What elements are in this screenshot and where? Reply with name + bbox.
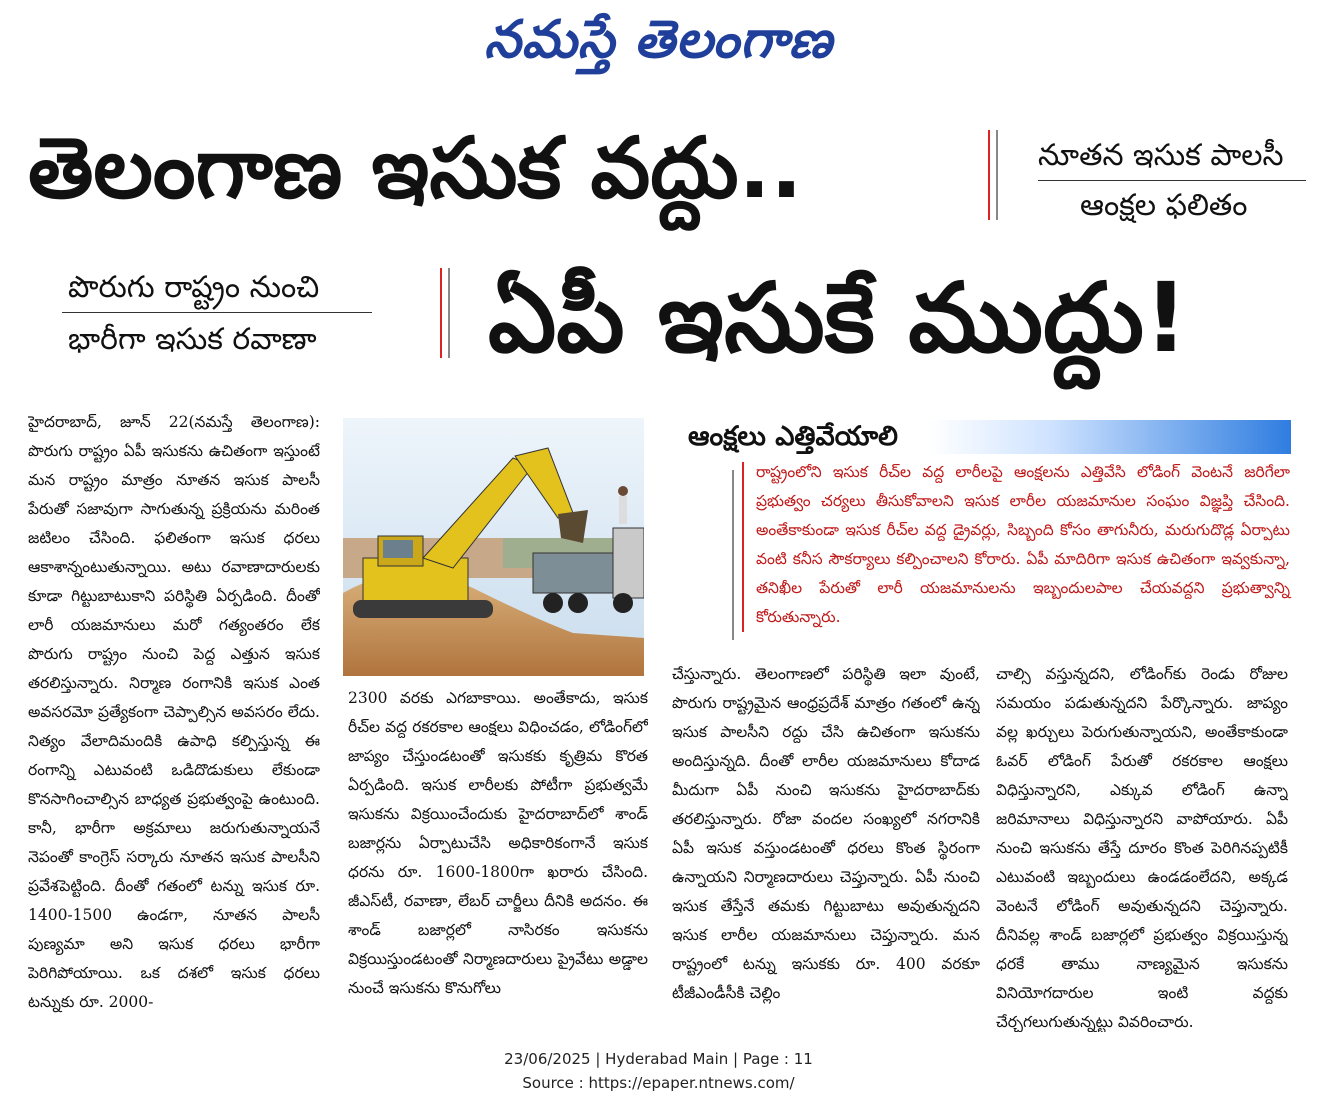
box-divider-red <box>742 462 744 632</box>
article-column-3: చేస్తున్నారు. తెలంగాణలో పరిస్థితి ఇలా వుంటే, పొరుగు రాష్ట్రమైన ఆంధ్రప్రదేశ్ మాత్రం గతంలో ఉన్న ఇసుక పాలసీని రద్దు చేసి ఉచితంగా ఇసుకను అందిస్తున్నది. దీంతో లారీల యజమానులు కోదాడ మీదుగా ఏపీ నుంచి ఇసుకను హైదరాబాద్‌కు తరలిస్తున్నారు. రోజా వందల సంఖ్యలో నగరానికి ఏపీ ఇసుక వస్తుండటంతో ధరలు కొంత స్థిరంగా ఉన్నాయని నిర్మాణదారులు చెప్తున్నారు. ఏపీ నుంచి ఇసుక తేస్తేనే తమకు గిట్టుబాటు అవుతున్నదని ఇసుక లారీల యజమానులు చెప్తున్నారు. మన రాష్ట్రంలో టన్ను ఇసుకకు రూ. 400 వరకూ టీజీఎండీసీకి చెల్లిం <box>672 665 980 1002</box>
excavator-photo <box>343 418 644 676</box>
box-subhead: ఆంక్షలు ఎత్తివేయాలి <box>688 420 1291 454</box>
kicker-right-line1: నూతన ఇసుక పాలసీ <box>1038 138 1284 173</box>
kicker-right-rule <box>1038 180 1306 181</box>
headline2-divider-red <box>440 268 442 358</box>
main-headline: తెలంగాణ ఇసుక వద్దు.. <box>28 119 803 217</box>
kicker-left-line2: భారీగా ఇసుక రవాణా <box>68 322 317 357</box>
article-column-2: 2300 వరకు ఎగబాకాయి. అంతేకాదు, ఇసుక రీచ్‌ల వద్ద రకరకాల ఆంక్షలు విధించడం, లోడింగ్‌లో జాప్యం చేస్తుండటంతో ఇసుకకు కృత్రిమ కొరత ఏర్పడింది. ఇసుక లారీలకు పోటీగా ప్రభుత్వమే ఇసుకను విక్రయించేందుకు హైదరాబాద్‌లో శాండ్ బజార్లను ఏర్పాటుచేసి అధికారికంగానే ఇసుక ధరను రూ. 1600-1800గా ఖరారు చేసింది. జీఎస్‌టీ, రవాణా, లేబర్ చార్జీలు దీనికి అదనం. ఈ శాండ్ బజార్లలో నాసిరకం ఇసుకను విక్రయిస్తుండటంతో నిర్మాణదారులు ప్రైవేటు అడ్డాల నుంచే ఇసుకను కొనుగోలు <box>348 689 648 997</box>
second-headline: ఏపీ ఇసుకే ముద్దు! <box>488 262 1188 374</box>
footer-date-edition: 23/06/2025 | Hyderabad Main | Page : 11 <box>504 1050 813 1068</box>
kicker-right-line2: ఆంక్షల ఫలితం <box>1080 188 1248 223</box>
kicker-divider-red <box>988 130 990 220</box>
excavator-loading-truck-icon <box>343 418 644 676</box>
kicker-divider-grey <box>996 130 998 220</box>
box-divider-grey <box>732 470 734 640</box>
footer-source: Source : https://epaper.ntnews.com/ <box>522 1074 795 1092</box>
box-text: రాష్ట్రంలోని ఇసుక రీచ్‌ల వద్ద లారీలపై ఆంక్షలను ఎత్తివేసి లోడింగ్ వెంటనే జరిగేలా ప్రభుత్వం చర్యలు తీసుకోవాలని ఇసుక లారీల యజమానుల సంఘం విజ్ఞప్తి చేసింది. అంతేకాకుండా ఇసుక రీచ్‌ల వద్ద డ్రైవర్లు, సిబ్బంది కోసం తాగునీరు, మరుగుదొడ్ల ఏర్పాటు వంటి కనీస సౌకర్యాలు కల్పించాలని కోరారు. ఏపీ మాదిరిగా ఇసుక ఉచితంగా ఇవ్వకున్నా, తనిఖీల పేరుతో లారీ యజమానులను ఇబ్బందులపాల చేయవద్దని ప్రభుత్వాన్ని కోరుతున్నారు. <box>756 463 1290 626</box>
masthead-logo: నమస్తే తెలంగాణ <box>484 10 833 70</box>
article-column-1: హైదరాబాద్, జూన్ 22(నమస్తే తెలంగాణ): పొరుగు రాష్ట్రం ఏపీ ఇసుకను ఉచితంగా ఇస్తుంటే మన రాష్ట్రం మాత్రం నూతన ఇసుక పాలసీ పేరుతో సజావుగా సాగుతున్న ప్రక్రియను మరింత జటిలం చేసింది. ఫలితంగా ఇసుక ధరలు ఆకాశాన్నంటుతున్నాయి. అటు రవాణాదారులకు కూడా గిట్టుబాటుకాని పరిస్థితి ఏర్పడింది. దీంతో లారీ యజమానులు మరో గత్యంతరం లేక పొరుగు రాష్ట్రం నుంచి పెద్ద ఎత్తున ఇసుక తరలిస్తున్నారు. నిర్మాణ రంగానికి ఇసుక ఎంత అవసరమో ప్రత్యేకంగా చెప్పాల్సిన అవసరం లేదు. నిత్యం వేలాదిమందికి ఉపాధి కల్పిస్తున్న ఈ రంగాన్ని ఎటువంటి ఒడిదొడుకులు లేకుండా కొనసాగించాల్సిన బాధ్యత ప్రభుత్వంపై ఉంటుంది. కానీ, భారీగా అక్రమాలు జరుగుతున్నాయనే నెపంతో కాంగ్రెస్ సర్కారు నూతన ఇసుక పాలసీని ప్రవేశపెట్టింది. దీంతో గతంలో టన్ను ఇసుక రూ. 1400-1500 ఉండగా, నూతన పాలసీ పుణ్యమా అని ఇసుక ధరలు భారీగా పెరిగిపోయాయి. ఒక దశలో ఇసుక ధరలు టన్నుకు రూ. 2000- <box>28 413 320 1011</box>
kicker-left-rule <box>62 312 372 313</box>
headline2-divider-grey <box>448 268 450 358</box>
kicker-left-line1: పొరుగు రాష్ట్రం నుంచి <box>68 270 320 305</box>
article-column-4: చాల్సి వస్తున్నదని, లోడింగ్‌కు రెండు రోజుల సమయం పడుతున్నదని పేర్కొన్నారు. జాప్యం వల్ల ఖర్చులు పెరుగుతున్నాయని, అంతేకాకుండా ఓవర్ లోడింగ్ పేరుతో రకరకాల ఆంక్షలు విధిస్తున్నారని, ఎక్కువ లోడింగ్ ఉన్నా జరిమానాలు విధిస్తున్నారని వాపోయారు. ఏపీ నుంచి ఇసుకను తేస్తే దూరం కొంత పెరిగినప్పటికీ ఎటువంటి ఇబ్బందులు ఉండడంలేదని, అక్కడ వెంటనే లోడింగ్ అవుతున్నదని చెప్తున్నారు. దీనివల్ల శాండ్ బజార్లలో ప్రభుత్వం విక్రయిస్తున్న ధరకే తాము నాణ్యమైన ఇసుకను వినియోగదారుల ఇంటి వద్దకు చేర్చగలుగుతున్నట్టు వివరించారు. <box>996 665 1288 1031</box>
